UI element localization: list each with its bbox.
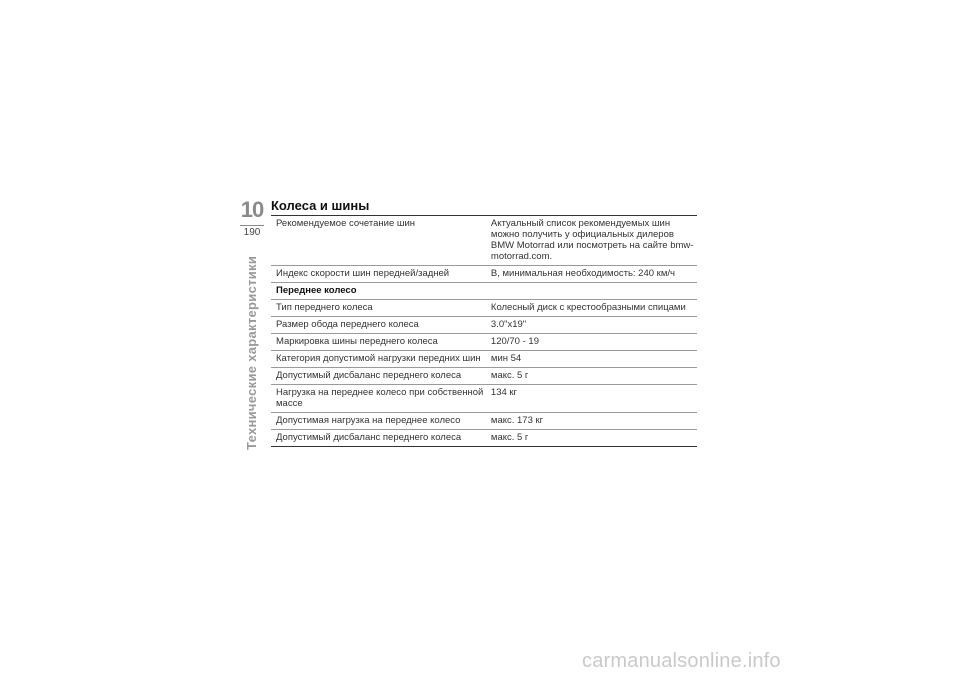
table-row xyxy=(271,368,697,385)
row-label: Индекс скорости шин передней/задней xyxy=(271,266,486,283)
row-label: Тип переднего колеса xyxy=(271,300,486,317)
table-row xyxy=(271,334,697,351)
chapter-title-vertical: Технические характеристики xyxy=(244,255,259,450)
table-row xyxy=(271,317,697,334)
table-row xyxy=(271,413,697,430)
row-value: Актуальный список рекомендуемых шин можно получить у официальных дилеров BMW Motorrad или посмотреть на сайте bmw-motorrad.com. xyxy=(486,216,697,266)
table-row xyxy=(271,300,697,317)
row-value: 120/70 - 19 xyxy=(486,334,697,351)
row-label: Рекомендуемое сочетание шин xyxy=(271,216,486,266)
row-label: Допустимый дисбаланс переднего колеса xyxy=(271,368,486,385)
specs-table xyxy=(271,215,697,447)
row-value: макс. 5 г xyxy=(486,430,697,447)
table-row xyxy=(271,216,697,266)
page-number: 190 xyxy=(240,225,264,238)
watermark: carmanualsonline.info xyxy=(582,650,781,672)
row-label: Размер обода переднего колеса xyxy=(271,317,486,334)
table-subheading-row xyxy=(271,283,697,300)
row-value: Колесный диск с крестообразными спицами xyxy=(486,300,697,317)
row-label: Категория допустимой нагрузки передних шин xyxy=(271,351,486,368)
table-row xyxy=(271,266,697,283)
row-value: макс. 5 г xyxy=(486,368,697,385)
table-row xyxy=(271,351,697,368)
section-title: Колеса и шины xyxy=(271,198,370,213)
row-value: макс. 173 кг xyxy=(486,413,697,430)
table-row xyxy=(271,430,697,447)
subheading-front-wheel: Переднее колесо xyxy=(271,283,697,300)
row-label: Нагрузка на переднее колесо при собственной массе xyxy=(271,385,486,413)
row-label: Допустимая нагрузка на переднее колесо xyxy=(271,413,486,430)
chapter-number: 10 xyxy=(240,197,264,222)
row-label: Маркировка шины переднего колеса xyxy=(271,334,486,351)
table-row xyxy=(271,385,697,413)
row-value: В, минимальная необходимость: 240 км/ч xyxy=(486,266,697,283)
row-value: 3.0"x19" xyxy=(486,317,697,334)
row-value: мин 54 xyxy=(486,351,697,368)
row-value: 134 кг xyxy=(486,385,697,413)
row-label: Допустимый дисбаланс переднего колеса xyxy=(271,430,486,447)
